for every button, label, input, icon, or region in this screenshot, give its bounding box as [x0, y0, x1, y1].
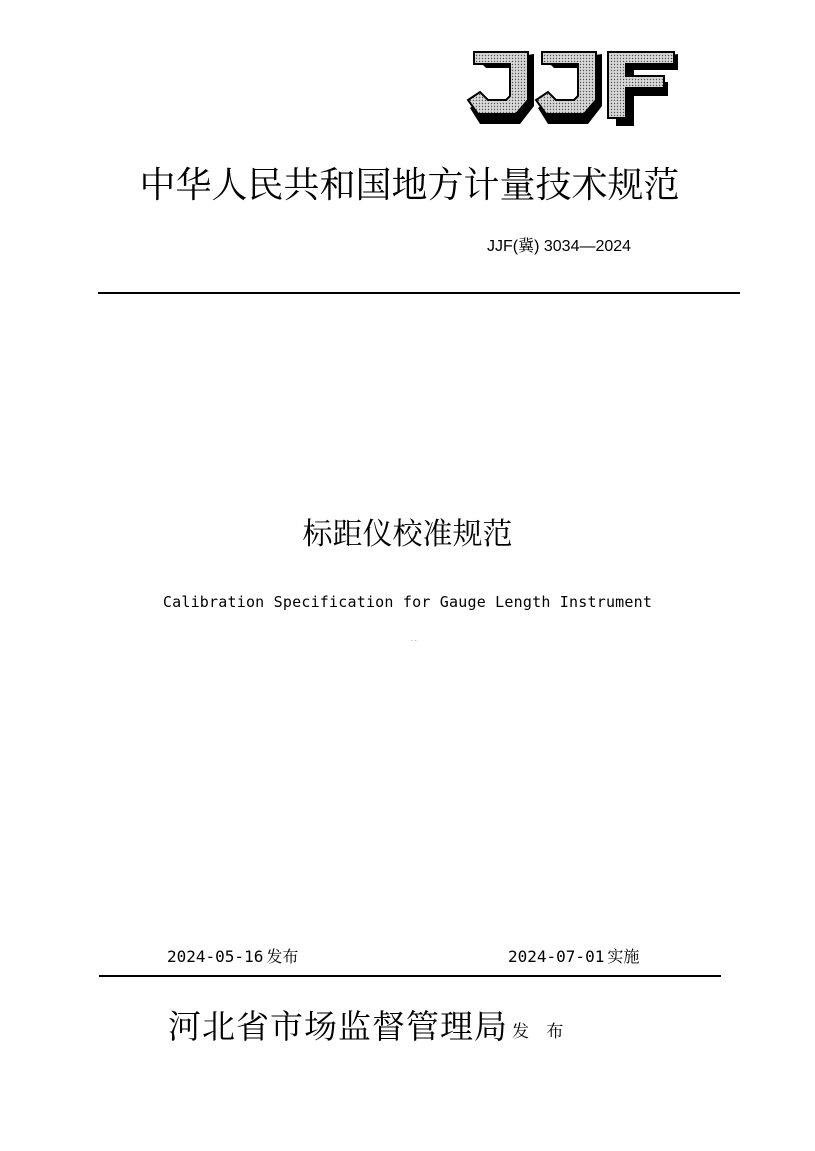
implement-label: 实施	[607, 947, 640, 966]
top-divider	[98, 292, 740, 294]
implement-date-row	[508, 946, 639, 968]
issuer-block	[168, 1003, 569, 1056]
issue-date-row	[167, 946, 298, 968]
implement-date: 2024-07-01	[508, 947, 605, 966]
jjf-logo-icon	[466, 48, 680, 130]
issue-label: 发布	[266, 947, 299, 966]
issuer-organization: 河北省市场监督管理局	[168, 1007, 508, 1046]
document-title-cn: 标距仪校准规范	[302, 517, 513, 552]
issuer-suffix: 发 布	[512, 1022, 570, 1042]
standard-number: JJF(冀) 3034—2024	[487, 238, 632, 255]
bottom-divider	[99, 975, 721, 977]
small-mark: · ·	[411, 638, 417, 645]
standard-category-title: 中华人民共和国地方计量技术规范	[139, 165, 680, 206]
issue-date: 2024-05-16	[167, 947, 264, 966]
document-title-en: Calibration Specification for Gauge Length Instrument	[162, 593, 653, 611]
